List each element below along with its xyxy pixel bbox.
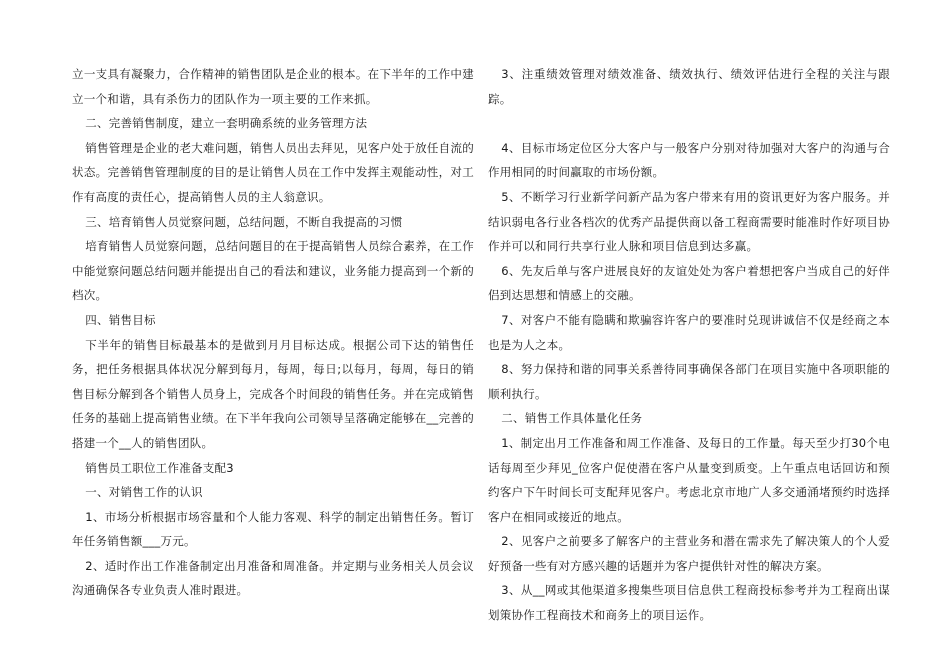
paragraph-left-3: 销售管理是企业的老大难问题，销售人员出去拜见，见客户处于放任自流的状态。完善销售管理制度的目的是让销售人员在工作中发挥主观能动性，对工作有高度的责任心，提高销售人员的主人翁意识。	[72, 140, 474, 204]
section-heading-sales-target: 四、销售目标	[85, 312, 156, 327]
section-heading-sales-system: 二、完善销售制度，建立一套明确系统的业务管理方法	[85, 116, 368, 131]
paragraph-right-3: 5、不断学习行业新学问新产品为客户带来有用的资讯更好为客户服务。并结识弱电各行业各档次的优秀产品提供商以备工程商需要时能准时作好项目协作并可以和同行共享行业人脉和项目信息到达多赢。	[488, 189, 890, 254]
right-column	[488, 62, 890, 628]
paragraph-right-5: 7、对客户不能有隐瞒和欺骗容许客户的要准时兑现讲诚信不仅是经商之本也是为人之本。	[488, 312, 890, 352]
paragraph-right-9: 2、见客户之前要多了解客户的主营业务和潜在需求先了解决策人的个人爱好预备一些有对方感兴趣的话题并为客户提供针对性的解决方案。	[488, 534, 890, 573]
paragraph-left-1: 立一支具有凝聚力，合作精神的销售团队是企业的根本。在下半年的工作中建立一个和谐，具有杀伤力的团队作为一项主要的工作来抓。	[72, 67, 474, 106]
paragraph-left-5: 培育销售人员觉察问题，总结问题目的在于提高销售人员综合素养，在工作中能觉察问题总结问题并能提出自己的看法和建议，业务能力提高到一个新的档次。	[72, 239, 474, 303]
paragraph-right-1: 3、注重绩效管理对绩效准备、绩效执行、绩效评估进行全程的关注与跟踪。	[488, 67, 890, 106]
paragraph-right-10: 3、从__网或其他渠道多搜集些项目信息供工程商投标参考并为工程商出谋划策协作工程商技术和商务上的项目运作。	[488, 583, 890, 623]
section-heading-staff-habits: 三、培育销售人员觉察问题，总结问题，不断自我提高的习惯	[85, 214, 403, 229]
paragraph-right-6: 8、努力保持和谐的同事关系善待同事确保各部门在项目实施中各项职能的顺利执行。	[488, 362, 890, 401]
paragraph-left-10: 1、市场分析根据市场容量和个人能力客观、科学的制定出销售任务。暂订年任务销售额___万元。	[72, 509, 474, 549]
left-column	[72, 62, 474, 603]
paragraph-right-4: 6、先友后单与客户进展良好的友谊处处为客户着想把客户当成自己的好伴侣到达思想和情感上的交融。	[488, 263, 890, 303]
paragraph-right-2: 4、目标市场定位区分大客户与一般客户分别对待加强对大客户的沟通与合作用相同的时间赢取的市场份额。	[488, 140, 890, 180]
section-heading-understanding: 一、对销售工作的认识	[85, 485, 203, 500]
paragraph-left-11: 2、适时作出工作准备制定出月准备和周准备。并定期与业务相关人员会议沟通确保各专业负责人准时跟进。	[72, 558, 474, 598]
paragraph-left-7: 下半年的销售目标最基本的是做到月月目标达成。根据公司下达的销售任务，把任务根据具体状况分解到每月，每周，每日;以每月，每周，每日的销售目标分解到各个销售人员身上，完成各个时间段的销售任务。并在完成销售任务的基础上提高销售业绩。在下半年我向公司领导呈落确定能够在__完善的搭建一个__人的销售团队。	[72, 337, 474, 450]
paragraph-right-8: 1、制定出月工作准备和周工作准备、及每日的工作量。每天至少打30个电话每周至少拜见_位客户促使潜在客户从量变到质变。上午重点电话回访和预约客户下午时间长可支配拜见客户。考虑北京市地广人多交通涌堵预约时选择客户在相同或接近的地点。	[488, 435, 890, 524]
section-heading-quantified-tasks: 二、销售工作具体量化任务	[501, 411, 643, 426]
document-subtitle: 销售员工职位工作准备支配3	[85, 460, 234, 475]
